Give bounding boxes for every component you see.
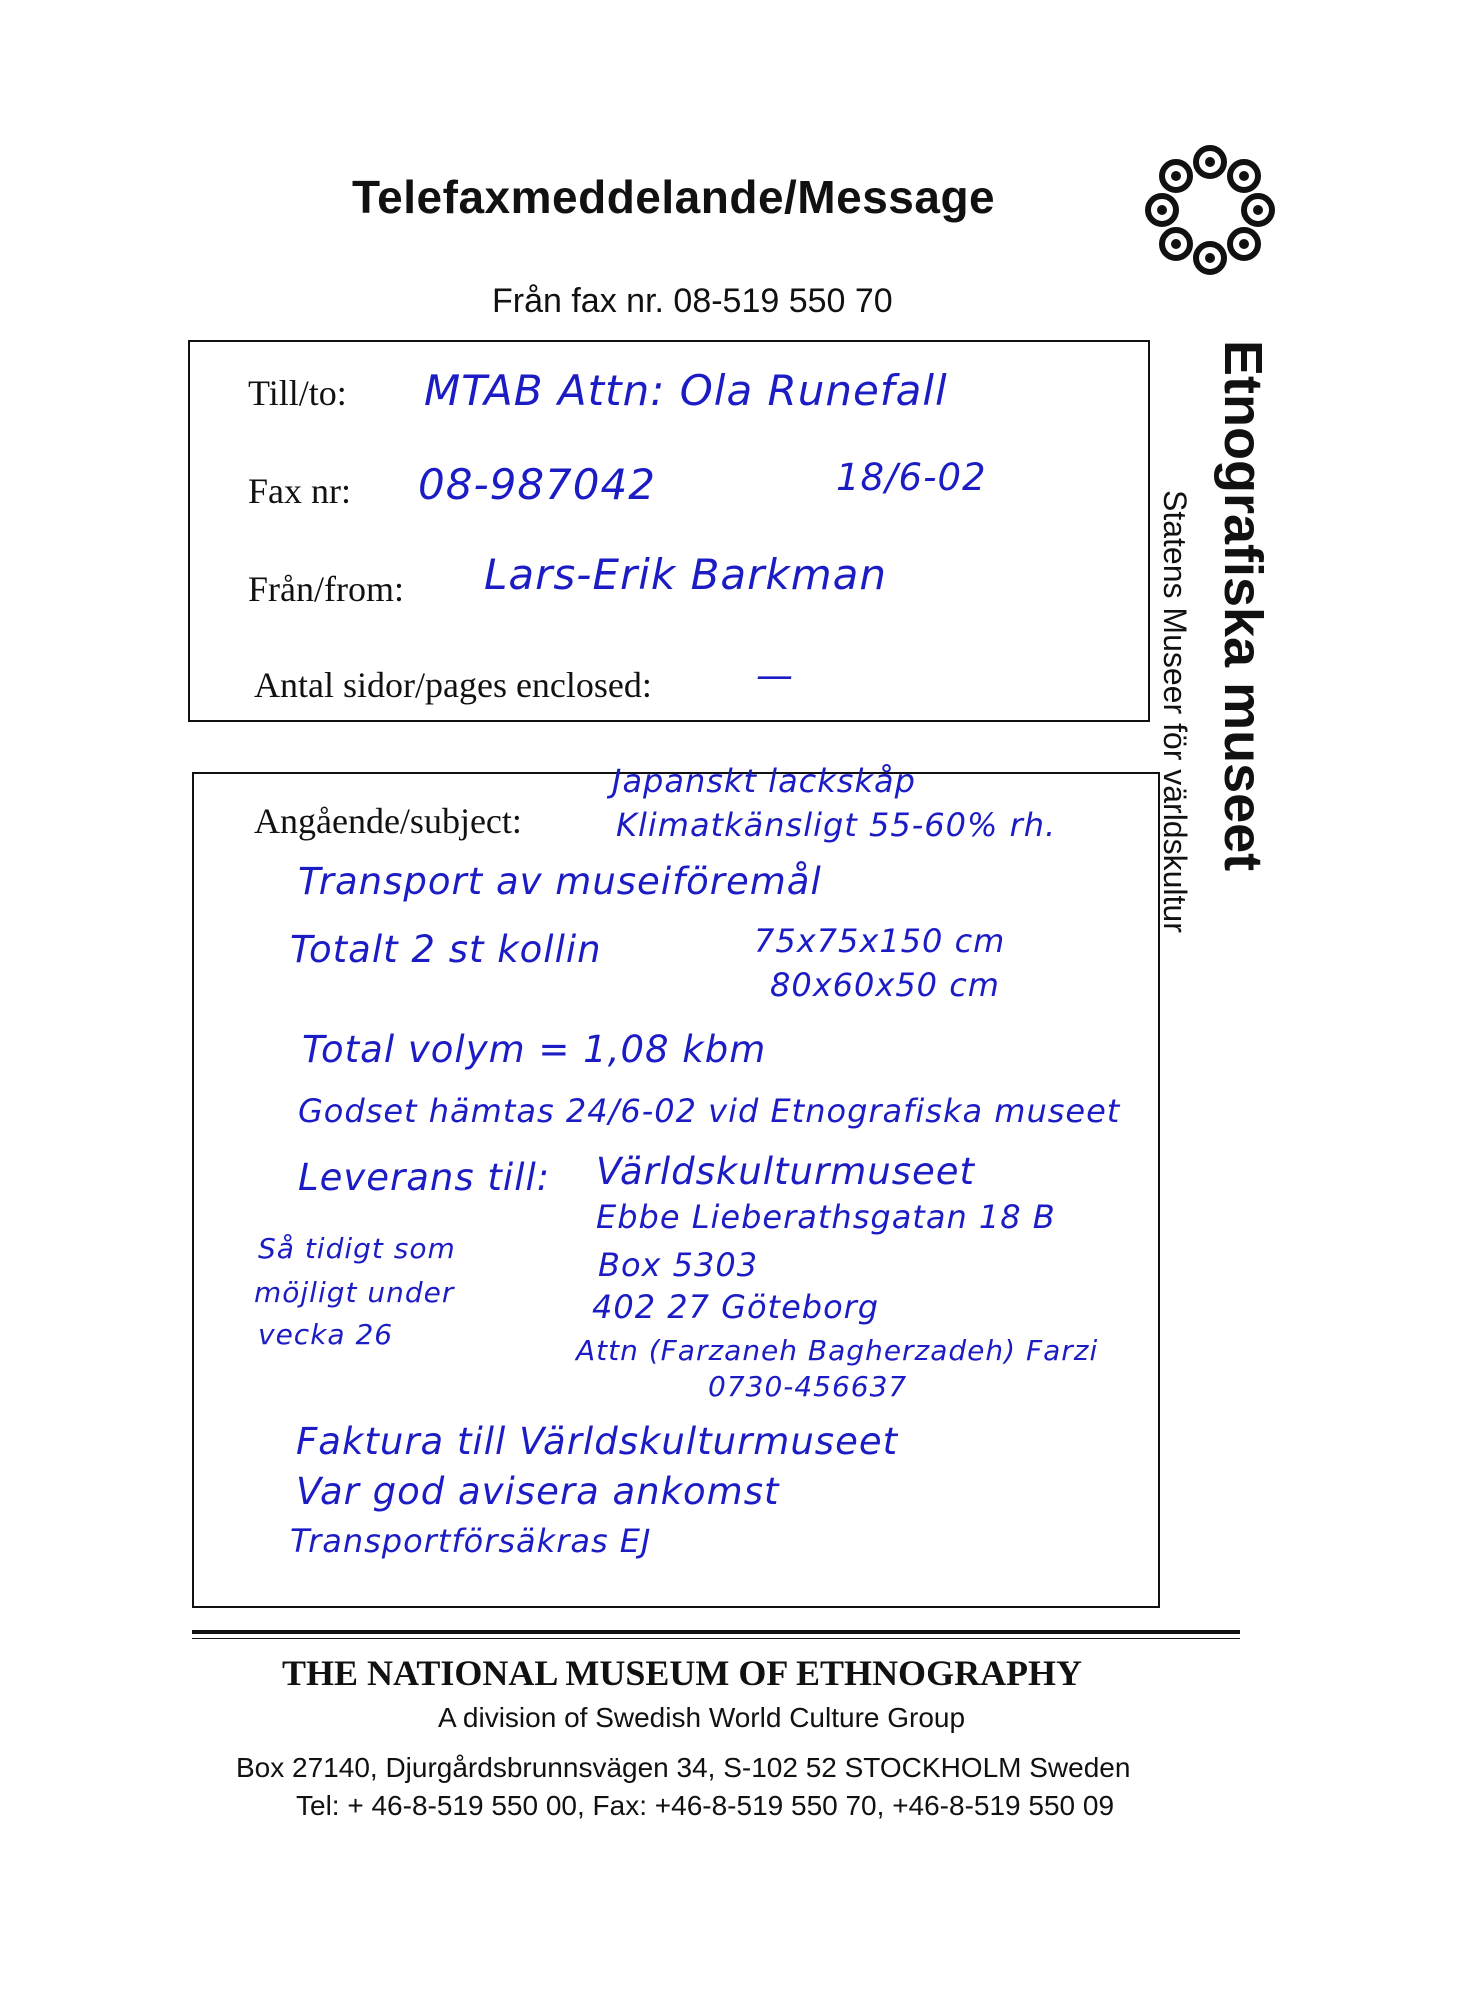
fax-value: 08-987042 bbox=[418, 460, 656, 509]
dimensions-1: 75x75x150 cm bbox=[754, 922, 1006, 960]
delivery-phone: 0730-456637 bbox=[708, 1370, 908, 1403]
footer-rule-thin bbox=[192, 1638, 1240, 1639]
footer-telephone: Tel: + 46-8-519 550 00, Fax: +46-8-519 550 70, +46-8-519 550 09 bbox=[296, 1790, 1115, 1821]
delivery-address-line: Attn (Farzaneh Bagherzadeh) Farzi bbox=[576, 1334, 1099, 1367]
subject-label: Angående/subject: bbox=[254, 801, 522, 841]
notify-line: Var god avisera ankomst bbox=[296, 1470, 780, 1513]
museum-logo-icon bbox=[1140, 140, 1280, 280]
footer-subtitle: A division of Swedish World Culture Group bbox=[438, 1702, 966, 1733]
delivery-address-line: Box 5303 bbox=[598, 1246, 759, 1284]
footer-rule-thick bbox=[192, 1630, 1240, 1634]
total-volume: Total volym = 1,08 kbm bbox=[302, 1028, 767, 1071]
subject-line-1: Japanskt lackskåp bbox=[612, 762, 916, 800]
insurance-line: Transportförsäkras EJ bbox=[290, 1522, 652, 1560]
side-note-line: Så tidigt som bbox=[258, 1232, 456, 1265]
delivery-label: Leverans till: bbox=[298, 1156, 551, 1199]
brand-subtitle-vertical: Statens Museer för världskultur bbox=[1157, 490, 1193, 933]
fax-label: Fax nr: bbox=[248, 471, 351, 511]
packages-total: Totalt 2 st kollin bbox=[290, 928, 602, 971]
side-note-line: vecka 26 bbox=[258, 1318, 394, 1351]
brand-name-vertical: Etnografiska museet bbox=[1213, 340, 1273, 872]
transport-line: Transport av museiföremål bbox=[298, 860, 822, 903]
to-label: Till/to: bbox=[248, 373, 347, 413]
side-note-line: möjligt under bbox=[254, 1276, 455, 1309]
fax-title: Telefaxmeddelande/Message bbox=[352, 171, 996, 223]
delivery-address-line: 402 27 Göteborg bbox=[592, 1288, 880, 1326]
subject-line-2: Klimatkänsligt 55-60% rh. bbox=[616, 806, 1057, 844]
from-fax-number: Från fax nr. 08-519 550 70 bbox=[492, 282, 893, 320]
pages-value: — bbox=[756, 654, 794, 697]
footer-title: THE NATIONAL MUSEUM OF ETHNOGRAPHY bbox=[282, 1653, 1083, 1693]
pickup-info: Godset hämtas 24/6-02 vid Etnografiska museet bbox=[298, 1092, 1121, 1130]
invoice-line: Faktura till Världskulturmuseet bbox=[296, 1420, 899, 1463]
pages-label: Antal sidor/pages enclosed: bbox=[254, 665, 652, 705]
dimensions-2: 80x60x50 cm bbox=[770, 966, 1000, 1004]
to-value: MTAB Attn: Ola Runefall bbox=[424, 366, 948, 415]
from-label: Från/from: bbox=[248, 569, 404, 609]
delivery-address-line: Ebbe Lieberathsgatan 18 B bbox=[596, 1198, 1056, 1236]
footer-address: Box 27140, Djurgårdsbrunnsvägen 34, S-102 52 STOCKHOLM Sweden bbox=[236, 1752, 1131, 1783]
date-value: 18/6-02 bbox=[836, 456, 987, 499]
from-value: Lars-Erik Barkman bbox=[484, 550, 887, 599]
delivery-address-line: Världskulturmuseet bbox=[596, 1150, 976, 1193]
